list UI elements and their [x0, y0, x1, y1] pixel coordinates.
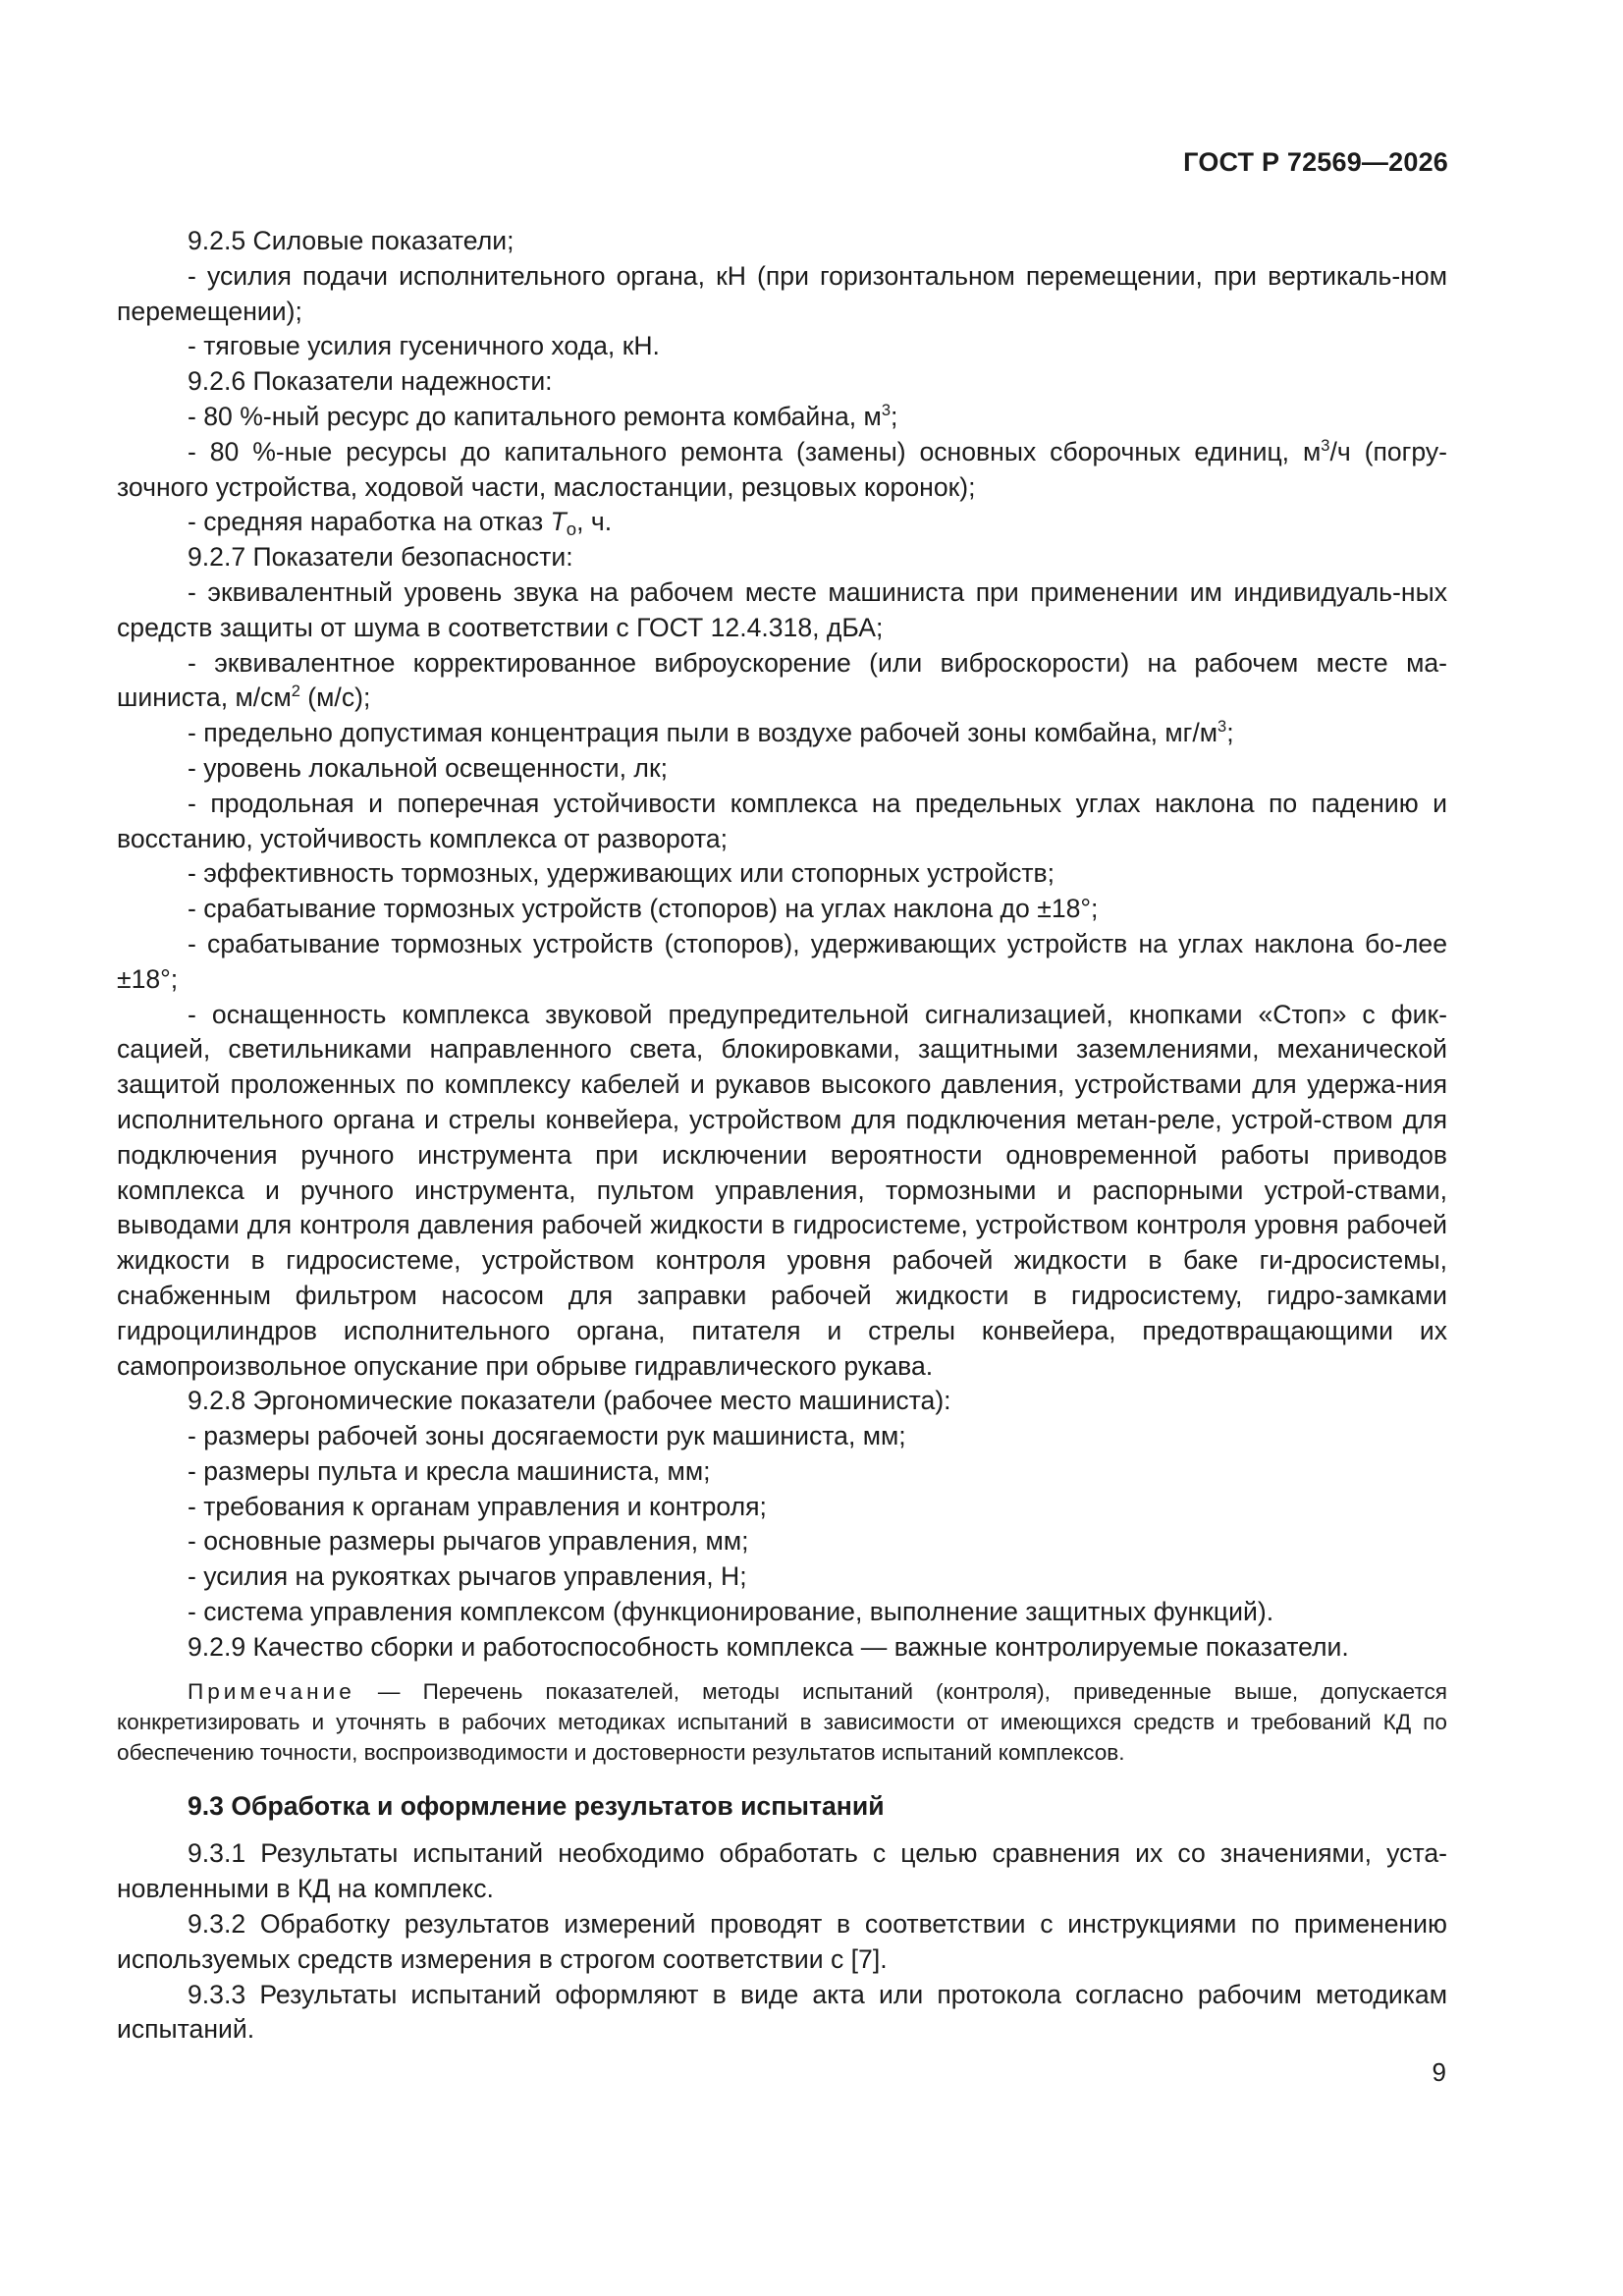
clause-9-2-7-item-4: - уровень локальной освещенности, лк;	[188, 752, 668, 783]
document-designation: ГОСТ Р 72569—2026	[1183, 147, 1448, 177]
clause-9-2-8-item-5: - усилия на рукоятках рычагов управления, Н;	[188, 1561, 747, 1592]
clause-9-2-7-item-9: - оснащенность комплекса звуковой предупредительной сигнализацией, кнопками «Стоп» с фик-сацией, светильниками направленного света, блокировками, защитными заземлениями, механической защитой проложенных по комплексу кабелей и рукавов высокого давления, устройствами для удержа-ния исполнительного органа и стрелы конвейера, устройством для подключения метан-реле, устрой-ством для подключения ручного инструмента при исключении вероятности одновременной работы приводов комплекса и ручного инструмента, пультом управления, тормозными и распорными устрой-ствами, выводами для контроля давления рабочей жидкости в гидросистеме, устройством контроля уровня рабочей жидкости в гидросистеме, устройством контроля уровня рабочей жидкости в баке ги-дросистемы, снабженным фильтром насосом для заправки рабочей жидкости в гидросистему, гидро-замками гидроцилиндров исполнительного органа, питателя и стрелы конвейера, предотвращающими их самопроизвольное опускание при обрыве гидравлического рукава.	[117, 999, 1447, 1381]
clause-9-2-6-title: 9.2.6 Показатели надежности:	[188, 366, 553, 397]
clause-9-2-5-title: 9.2.5 Силовые показатели;	[188, 226, 514, 255]
clause-9-3-1: 9.3.1 Результаты испытаний необходимо обработать с целью сравнения их со значениями, уста-новленными в КД на комплекс.	[117, 1838, 1447, 1904]
clause-9-2-7-item-1: - эквивалентный уровень звука на рабочем месте машиниста при применении им индивидуаль-ных средств защиты от шума в соответствии с ГОСТ 12.4.318, дБА;	[117, 576, 1447, 642]
clause-9-2-7-title: 9.2.7 Показатели безопасности:	[188, 542, 573, 573]
clause-9-2-7-item-2: - эквивалентное корректированное виброускорение (или виброскорости) на рабочем месте ма-шиниста, $м/см^2$ (м/с);	[117, 647, 1447, 713]
clause-9-2-9: 9.2.9 Качество сборки и работоспособность комплекса — важные контролируемые показатели.	[188, 1631, 1349, 1662]
clause-9-2-5-item-1: - усилия подачи исполнительного органа, кН (при горизонтальном перемещении, при вертикаль-ном перемещении);	[117, 260, 1447, 326]
clause-9-2-6-item-3: - средняя наработка на отказ $T_о$, ч.	[188, 507, 613, 540]
clause-9-2-6-item-2: - 80 %-ные ресурсы до капитального ремонта (замены) основных сборочных единиц, $м^3/ч$ (погру-зочного устройства, ходовой части, маслостанции, резцовых коронок);	[117, 436, 1447, 502]
clause-9-2-7-item-5: - продольная и поперечная устойчивости комплекса на предельных углах наклона по падению и восстанию, устойчивость комплекса от разворота;	[117, 788, 1447, 853]
clause-9-2-5-item-2: - тяговые усилия гусеничного хода, кН.	[188, 331, 660, 361]
clause-9-2-6-item-1: - 80 %-ный ресурс до капитального ремонта комбайна, $м^3$;	[188, 401, 898, 431]
clause-9-2-7-item-7: - срабатывание тормозных устройств (стопоров) на углах наклона до ±18°;	[188, 894, 1099, 924]
clause-9-2-7-item-6: - эффективность тормозных, удерживающих или стопорных устройств;	[188, 858, 1055, 889]
note	[117, 1676, 1447, 1768]
clause-9-2-8-item-4: - основные размеры рычагов управления, мм;	[188, 1526, 749, 1557]
clause-9-2-8-item-6: - система управления комплексом (функционирование, выполнение защитных функций).	[188, 1597, 1274, 1627]
document-body	[117, 224, 1447, 2048]
section-9-3-heading: 9.3 Обработка и оформление результатов испытаний	[188, 1790, 885, 1821]
clause-9-2-8-item-1: - размеры рабочей зоны досягаемости рук машиниста, мм;	[188, 1421, 906, 1451]
clause-9-2-7-item-3: - предельно допустимая концентрация пыли в воздухе рабочей зоны комбайна, $мг/м^3$;	[188, 717, 1234, 748]
clause-9-3-3: 9.3.3 Результаты испытаний оформляют в виде акта или протокола согласно рабочим методикам испытаний.	[117, 1979, 1447, 2045]
clause-9-3-2: 9.3.2 Обработку результатов измерений проводят в соответствии с инструкциями по применению используемых средств измерения в строгом соответствии с [7].	[117, 1909, 1447, 1974]
page-number: 9	[1432, 2057, 1446, 2087]
note-text: — Перечень показателей, методы испытаний (контроля), приведенные выше, допускается конкретизировать и уточнять в рабочих методиках испытаний в зависимости от имеющихся средств и требований КД по обеспечению точности, воспроизводимости и достоверности результатов испытаний комплексов.	[117, 1678, 1447, 1765]
clause-9-2-8-item-2: - размеры пульта и кресла машиниста, мм;	[188, 1455, 711, 1486]
clause-9-2-8-title: 9.2.8 Эргономические показатели (рабочее место машиниста):	[188, 1386, 951, 1416]
clause-9-2-8-item-3: - требования к органам управления и контроля;	[188, 1491, 767, 1521]
note-label: Примечание	[188, 1678, 355, 1704]
clause-9-2-7-item-8: - срабатывание тормозных устройств (стопоров), удерживающих устройств на углах наклона бо-лее ±18°;	[117, 928, 1447, 994]
